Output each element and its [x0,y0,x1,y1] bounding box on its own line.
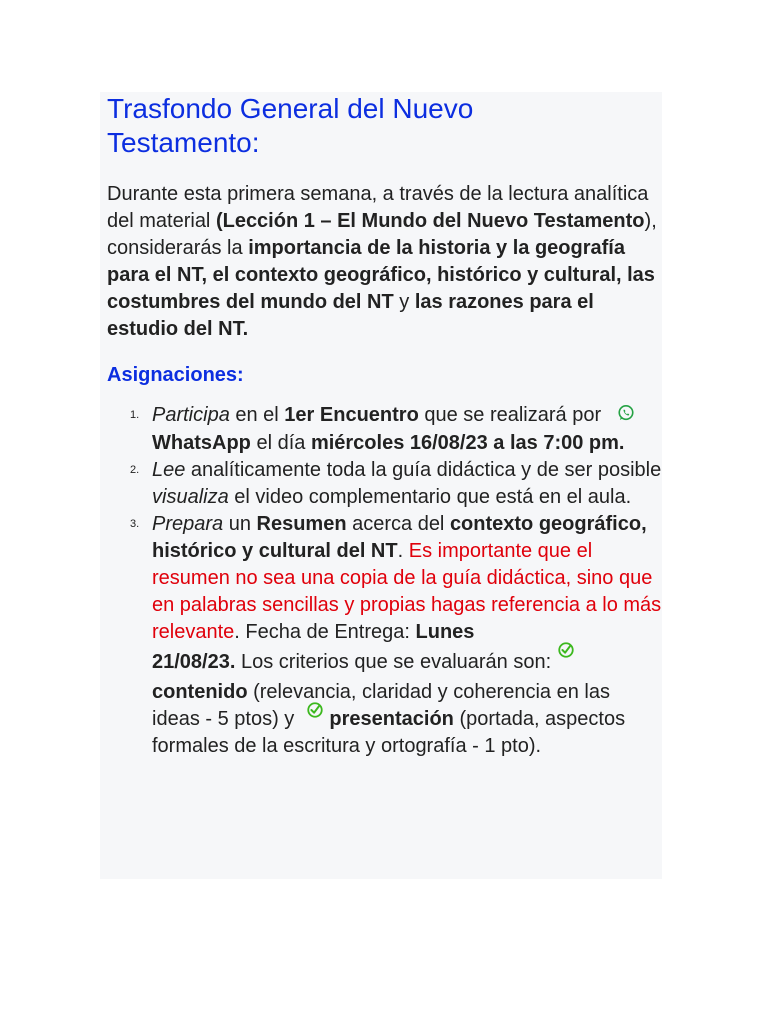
criterion-content: contenido [152,681,248,703]
intro-text-3: y [393,291,415,313]
list-number: 1. [130,409,140,421]
item-verb: Lee [152,459,186,481]
item-text: (relevancia, claridad y coherencia en las ideas - 5 ptos) y [152,681,610,730]
lesson-reference: (Lección 1 – El Mundo del Nuevo Testamento [215,210,645,232]
check-circle-icon [557,640,575,667]
page-title: Trasfondo General del Nuevo Testamento: [107,93,474,158]
intro-paragraph [107,181,662,343]
item-verb: Participa [152,404,230,426]
due-date: 21/08/23. [152,651,236,673]
list-number: 3. [130,518,140,530]
check-circle-icon [306,700,324,727]
item-text: en el [229,404,285,426]
intro-reasons: las razones para el estudio del NT. [107,291,594,340]
intro-text-2: ), considerarás la [107,210,657,259]
item-text: (portada, aspectos formales de la escritura y ortografía - 1 pto). [152,708,626,757]
summary-label: Resumen [256,513,347,535]
list-item [130,511,662,760]
whatsapp-icon [617,403,635,430]
assignments-heading: Asignaciones: [107,364,244,386]
item-verb-2: visualiza [152,486,229,508]
item-verb: Prepara [152,513,224,535]
item-text: acerca del [346,513,450,535]
criteria-line [152,646,551,679]
list-item [130,402,662,457]
intro-topics: importancia de la historia y la geografía para el NT, el contexto geográfico, histórico y cultural, las costumbres del mundo del NT [107,237,655,313]
context-label: contexto geográfico, histórico y cultural del NT [152,513,647,562]
assignments-list [130,402,662,760]
item-text: . [397,540,409,562]
item-text: el video complementario que está en el aula. [228,486,632,508]
criterion-presentation: presentación [329,708,454,730]
item-text: un [223,513,257,535]
item-text: que se realizará por [418,404,607,426]
item-text: el día [250,432,311,454]
due-day: Lunes [415,621,475,643]
item-text: . Fecha de Entrega: [234,621,416,643]
encounter-label: 1er Encuentro [284,404,419,426]
important-note: Es importante que el resumen no sea una copia de la guía didáctica, sino que en palabras sencillas y propias hagas referencia a lo más relevante [152,540,662,643]
item-text: analíticamente toda la guía didáctica y de ser posible [185,459,662,481]
list-item [130,457,662,511]
list-number: 2. [130,464,140,476]
intro-text-1: Durante esta primera semana, a través de la lectura analítica del material [107,183,649,232]
whatsapp-label: WhatsApp [152,432,251,454]
item-text: Los criterios que se evaluarán son: [235,651,552,673]
meeting-date: miércoles 16/08/23 a las 7:00 pm. [310,432,625,454]
